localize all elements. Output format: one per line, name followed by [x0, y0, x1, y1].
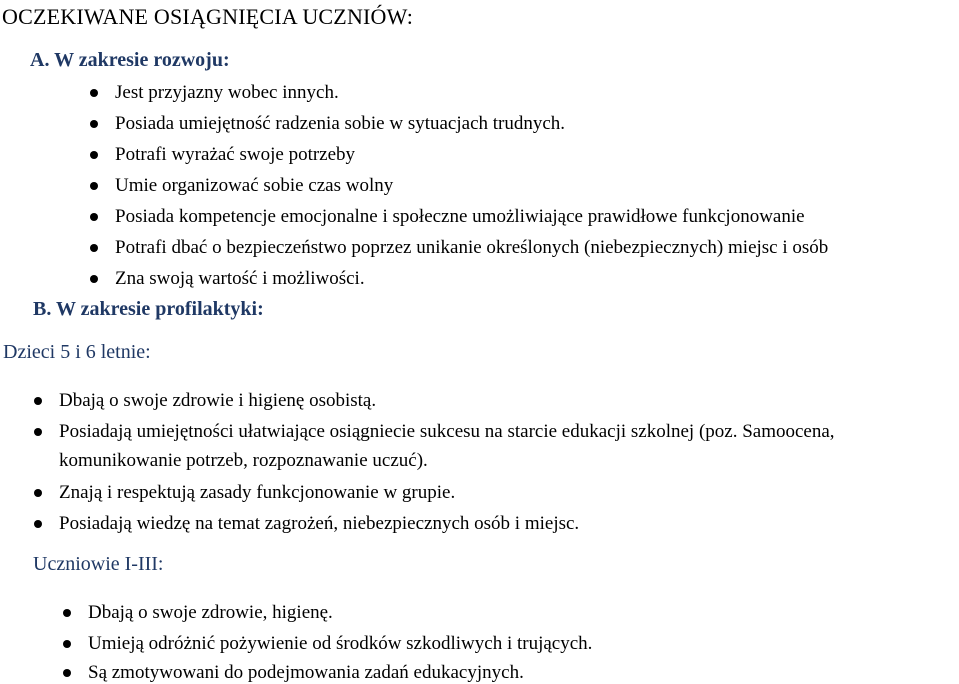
- bullet-icon: [90, 89, 98, 97]
- bullet-icon: [63, 609, 71, 617]
- bullet-icon: [63, 640, 71, 648]
- list-item: Posiadają umiejętności ułatwiające osiągniecie sukcesu na starcie edukacji szkolnej (poz. Samoocena,: [59, 421, 835, 442]
- list-item: Posiadają wiedzę na temat zagrożeń, niebezpiecznych osób i miejsc.: [59, 513, 580, 534]
- bullet-icon: [34, 397, 42, 405]
- list-item: Dbają o swoje zdrowie, higienę.: [88, 602, 333, 623]
- list-item: Są zmotywowani do podejmowania zadań edukacyjnych.: [88, 662, 524, 683]
- bullet-icon: [90, 182, 98, 190]
- bullet-icon: [34, 489, 42, 497]
- list-item: Posiada kompetencje emocjonalne i społeczne umożliwiające prawidłowe funkcjonowanie: [115, 206, 805, 227]
- list-item: Dbają o swoje zdrowie i higienę osobistą.: [59, 390, 377, 411]
- list-item: Znają i respektują zasady funkcjonowanie w grupie.: [59, 482, 456, 503]
- group-heading-uczniowie: Uczniowie I-III:: [33, 553, 164, 575]
- bullet-icon: [63, 669, 71, 677]
- bullet-icon: [90, 120, 98, 128]
- list-item: Potrafi dbać o bezpieczeństwo poprzez unikanie określonych (niebezpiecznych) miejsc i osób: [115, 237, 829, 258]
- bullet-icon: [90, 213, 98, 221]
- list-item-continuation: komunikowanie potrzeb, rozpoznawanie uczuć).: [59, 450, 428, 471]
- bullet-icon: [90, 151, 98, 159]
- page-title: OCZEKIWANE OSIĄGNIĘCIA UCZNIÓW:: [2, 4, 414, 29]
- section-b-heading: B. W zakresie profilaktyki:: [33, 298, 264, 320]
- list-item: Posiada umiejętność radzenia sobie w sytuacjach trudnych.: [115, 113, 566, 134]
- list-item: Umieją odróżnić pożywienie od środków szkodliwych i trujących.: [88, 633, 593, 654]
- group-heading-dzieci: Dzieci 5 i 6 letnie:: [3, 341, 151, 363]
- section-a-heading: A. W zakresie rozwoju:: [30, 49, 230, 71]
- list-item: Zna swoją wartość i możliwości.: [115, 268, 365, 289]
- bullet-icon: [90, 275, 98, 283]
- bullet-icon: [34, 428, 42, 436]
- list-item: Potrafi wyrażać swoje potrzeby: [115, 144, 356, 165]
- bullet-icon: [90, 244, 98, 252]
- list-item: Umie organizować sobie czas wolny: [115, 175, 394, 196]
- bullet-icon: [34, 520, 42, 528]
- list-item: Jest przyjazny wobec innych.: [115, 82, 339, 103]
